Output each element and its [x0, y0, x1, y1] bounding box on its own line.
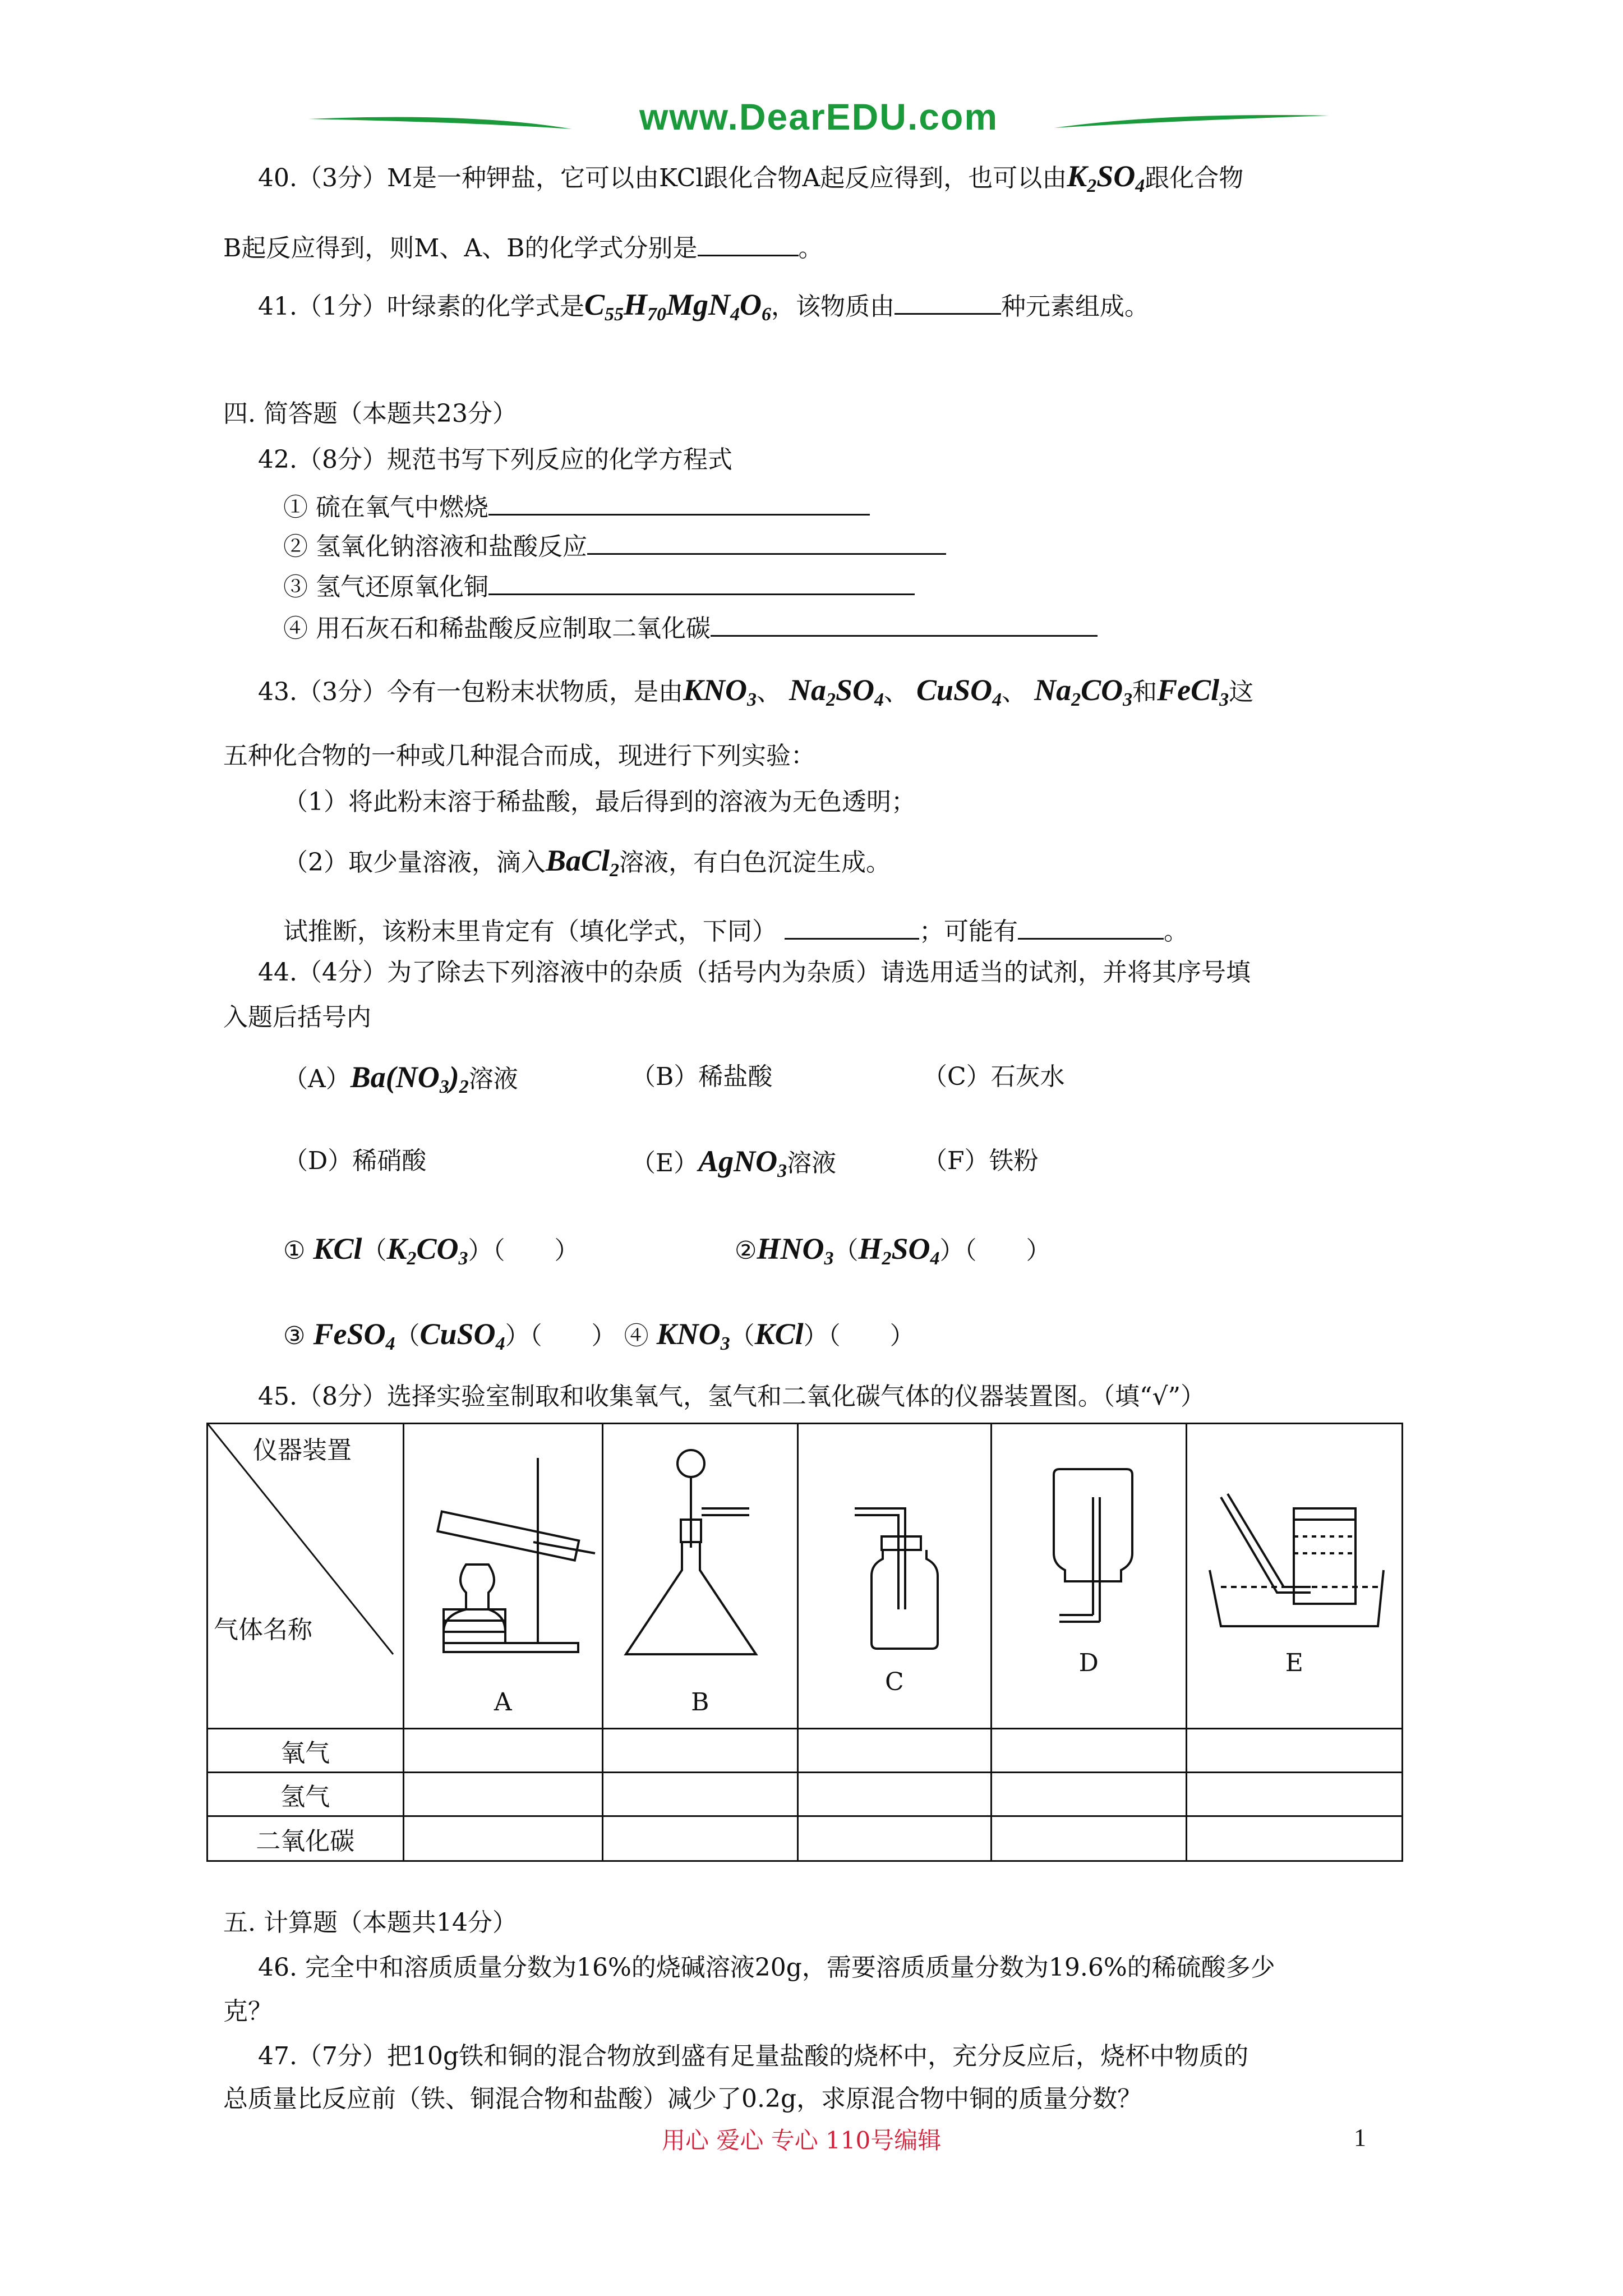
header-banner [303, 95, 1335, 146]
q42-blank-1[interactable] [488, 488, 870, 516]
q43-line2: 五种化合物的一种或几种混合而成，现进行下列实验： [223, 742, 815, 770]
answer-cell[interactable] [1186, 1816, 1402, 1861]
q44-line2: 入题后括号内 [223, 1003, 371, 1032]
answer-cell[interactable] [403, 1816, 602, 1861]
q40-text-b: 跟化合物 [1145, 164, 1244, 192]
apparatus-d-cell [992, 1424, 1187, 1729]
q42-item-1: ① 硫在氧气中燃烧 [283, 488, 870, 524]
apparatus-label-d: D [1078, 1649, 1099, 1677]
table-row [208, 1729, 1403, 1773]
q43-step2: （2）取少量溶液，滴入BaCl$_2$溶液，有白色沉淀生成。 [283, 844, 891, 881]
q43-formula-bacl2: BaCl$_2$ [546, 844, 620, 881]
apparatus-c-cell [797, 1424, 992, 1729]
answer-cell[interactable] [992, 1729, 1187, 1773]
water-collection-icon [1187, 1424, 1404, 1671]
q41-text-c: 种元素组成。 [1001, 292, 1150, 321]
q43-conclusion: 试推断，该粉末里肯定有（填化学式，下同） ；可能有 。 [283, 912, 1188, 949]
q41-line [258, 287, 1149, 332]
answer-cell[interactable] [797, 1729, 992, 1773]
q42-title: 42.（8分）规范书写下列反应的化学方程式 [258, 445, 732, 474]
q44-line1: 44.（4分）为了除去下列溶液中的杂质（括号内为杂质）请选用适当的试剂，并将其序号填 [258, 958, 1251, 987]
q41-answer-blank[interactable] [895, 287, 1001, 315]
page-number: 1 [1354, 2124, 1366, 2151]
q43-formula-kno3: $KNO_3$ [683, 673, 757, 710]
q44-option-e: （E）AgNO$_3$溶液 [631, 1144, 837, 1181]
q43-formula-na2co3: $Na_2CO_3$ [1034, 673, 1133, 710]
q43-line1: 43.（3分）今有一包粉末状物质，是由$KNO_3$、 $Na_2SO_4$、 CuSO$_4$、 $Na_2CO_3$和FeCl$_3$这 [258, 673, 1254, 710]
q40-answer-blank[interactable] [698, 229, 799, 256]
q44-option-d: （D）稀硝酸 [283, 1147, 427, 1175]
corner-top-label: 仪器装置 [253, 1436, 352, 1465]
q41-text-b: ，该物质由 [771, 292, 895, 321]
q40-period: 。 [798, 234, 823, 263]
q44-option-f: （F）铁粉 [923, 1147, 1039, 1175]
q44-answer-2[interactable]: （ ） [964, 1236, 1051, 1265]
q42-item-3: ③ 氢气还原氧化铜 [283, 568, 915, 604]
q44-option-a: $(A)Ba(NO_3)_2$溶液 [283, 1060, 518, 1097]
section-4-title: 四. 简答题（本题共23分） [223, 399, 517, 428]
q43-text: 43.（3分）今有一包粉末状物质，是由 [258, 678, 683, 706]
apparatus-label-b: B [691, 1688, 709, 1717]
q40-line1 [258, 159, 1243, 203]
corner-bottom-label: 气体名称 [214, 1616, 312, 1644]
answer-cell[interactable] [797, 1816, 992, 1861]
q43-formula-cuso4: CuSO$_4$ [916, 673, 1002, 710]
q44-option-b: （B）稀盐酸 [631, 1062, 773, 1091]
q43-formula-fecl3: FeCl$_3$ [1157, 673, 1229, 710]
flask-funnel-icon [603, 1424, 803, 1671]
answer-cell[interactable] [992, 1773, 1187, 1816]
q43-formula-na2so4: $Na_2SO_4$ [789, 673, 884, 710]
answer-cell[interactable] [1186, 1773, 1402, 1816]
answer-cell[interactable] [403, 1729, 602, 1773]
q43-step1: （1）将此粉末溶于稀盐酸，最后得到的溶液为无色透明； [283, 788, 916, 816]
q42-blank-3[interactable] [488, 568, 915, 595]
apparatus-b-cell [603, 1424, 798, 1729]
q43-blank-possible[interactable] [1018, 912, 1164, 940]
answer-cell[interactable] [603, 1729, 798, 1773]
q42-blank-4[interactable] [711, 609, 1098, 637]
q45-title: 45.（8分）选择实验室制取和收集氧气，氢气和二氧化碳气体的仪器装置图。（填“√”） [258, 1382, 1205, 1411]
q43-blank-certain[interactable] [785, 912, 919, 940]
gas-co2-label: 二氧化碳 [208, 1816, 404, 1861]
q44-item-3: ③ FeSO$_4$（CuSO$_4$）（ ） ④ $KNO_3(KCl)$（ ） [283, 1317, 915, 1354]
answer-cell[interactable] [603, 1816, 798, 1861]
q44-option-c: （C）石灰水 [923, 1062, 1065, 1091]
answer-cell[interactable] [403, 1773, 602, 1816]
gas-bottle-up-icon [799, 1424, 994, 1671]
heating-apparatus-icon [404, 1424, 604, 1671]
q44-item-2: $②HNO_3(H_2SO_4)$（ ） [735, 1232, 1051, 1269]
table-row [208, 1816, 1403, 1861]
q40-text-c: B起反应得到，则M、A、B的化学式分别是 [223, 234, 698, 263]
q44-answer-1[interactable]: （ ） [492, 1236, 579, 1265]
gas-bottle-down-icon [992, 1424, 1186, 1671]
q40-line2 [223, 229, 823, 265]
q44-answer-4[interactable]: （ ） [828, 1322, 915, 1350]
answer-cell[interactable] [992, 1816, 1187, 1861]
apparatus-a-cell [403, 1424, 602, 1729]
gas-hydrogen-label: 氢气 [208, 1773, 404, 1816]
q40-text: 40.（3分）M是一种钾盐，它可以由KCl跟化合物A起反应得到，也可以由 [258, 164, 1067, 192]
gas-oxygen-label: 氧气 [208, 1729, 404, 1773]
q41-text: 41.（1分）叶绿素的化学式是 [258, 292, 584, 321]
q41-formula: $C_{55}H_{70}MgN_4O_6$ [584, 288, 772, 325]
q42-item-2: ② 氢氧化钠溶液和盐酸反应 [283, 527, 946, 564]
apparatus-label-e: E [1285, 1649, 1303, 1677]
q47-line2: 总质量比反应前（铁、铜混合物和盐酸）减少了0.2g，求原混合物中铜的质量分数？ [223, 2085, 1142, 2113]
table-corner-cell [208, 1424, 404, 1729]
q44-item-1: ① $KCl(K_2CO_3)$（ ） [283, 1232, 579, 1269]
q42-blank-2[interactable] [587, 527, 946, 555]
apparatus-label-a: A [494, 1688, 512, 1717]
table-row [208, 1773, 1403, 1816]
q44-answer-3[interactable]: （ ） [529, 1322, 616, 1350]
q42-item-4: ④ 用石灰石和稀盐酸反应制取二氧化碳 [283, 609, 1098, 646]
q46-line2: 克？ [223, 1997, 273, 2026]
q46-line1: 46. 完全中和溶质质量分数为16%的烧碱溶液20g，需要溶质质量分数为19.6%的稀硫酸多少 [258, 1953, 1275, 1982]
site-logo[interactable]: www.DearEDU.com [639, 96, 999, 137]
answer-cell[interactable] [797, 1773, 992, 1816]
section-5-title: 五. 计算题（本题共14分） [223, 1908, 517, 1937]
apparatus-table [206, 1423, 1403, 1862]
q40-formula: $K_2SO_4$ [1067, 159, 1145, 196]
answer-cell[interactable] [1186, 1729, 1402, 1773]
footer-text: 用心 爱心 专心 110号编辑 [662, 2127, 942, 2154]
apparatus-label-c: C [884, 1668, 904, 1696]
diagonal-line-icon [208, 1424, 404, 1729]
apparatus-e-cell [1186, 1424, 1402, 1729]
q47-line1: 47.（7分）把10g铁和铜的混合物放到盛有足量盐酸的烧杯中，充分反应后，烧杯中物质的 [258, 2042, 1249, 2070]
answer-cell[interactable] [603, 1773, 798, 1816]
